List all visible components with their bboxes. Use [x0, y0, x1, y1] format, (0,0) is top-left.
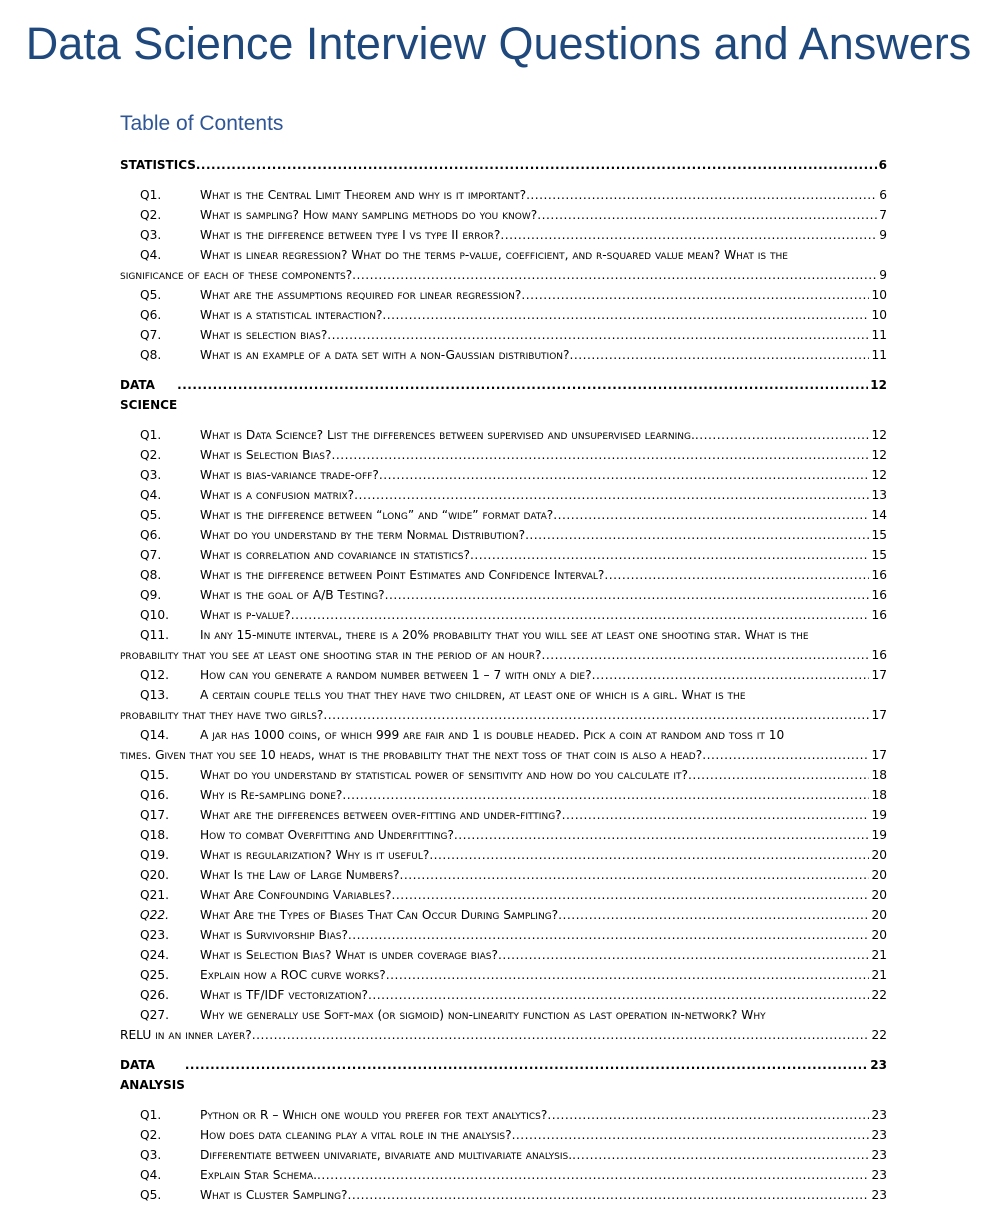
toc-entry[interactable]	[120, 525, 887, 545]
toc-page-number: 23	[871, 1108, 887, 1122]
toc-entry-title: What is Selection Bias?	[200, 448, 332, 462]
toc-page-number: 21	[871, 968, 887, 982]
toc-entry-title: How does data cleaning play a vital role in the analysis?	[200, 1128, 512, 1142]
toc-section	[120, 155, 887, 365]
dot-leader	[382, 305, 869, 325]
dot-leader	[572, 1145, 869, 1165]
toc-entry[interactable]	[120, 565, 887, 585]
toc-entry-number: Q23.	[140, 928, 169, 942]
toc-entry-number: Q14.	[140, 728, 169, 742]
toc-entry-title: What is regularization? Why is it useful?	[200, 848, 430, 862]
dot-leader	[688, 765, 870, 785]
toc-entry-title: What is Selection Bias? What is under coverage bias?	[200, 948, 498, 962]
toc-entry-title: How to combat Overfitting and Underfitting?	[200, 828, 454, 842]
toc-page-number: 11	[871, 348, 887, 362]
toc-entry-number: Q13.	[140, 688, 169, 702]
toc-entry-number: Q4.	[140, 488, 162, 502]
toc-entry[interactable]	[120, 205, 887, 225]
toc-entry-title: What is Cluster Sampling?	[200, 1188, 348, 1202]
toc-entry-number: Q7.	[140, 328, 162, 342]
toc-page-number: 10	[871, 288, 887, 302]
toc-entry-title: Differentiate between univariate, bivariate and multivariate analysis.	[200, 1148, 573, 1162]
toc-entry-number: Q3.	[140, 1148, 162, 1162]
toc-entry-title: Why is Re-sampling done?	[200, 788, 343, 802]
toc-page-number: 7	[879, 208, 887, 222]
dot-leader	[604, 565, 869, 585]
toc-page-number: 20	[871, 908, 887, 922]
toc-entry-title: Why we generally use Soft-max (or sigmoid) non-linearity function as last operation in-network? Why	[200, 1008, 766, 1022]
toc-page-number: 16	[871, 588, 887, 602]
dot-leader	[177, 375, 868, 395]
toc-entry-number: Q3.	[140, 468, 162, 482]
toc-entry-title: What is a confusion matrix?	[200, 488, 355, 502]
toc-entry-title: Explain Star Schema.	[200, 1168, 318, 1182]
toc-entry-title-continued: significance of each of these components?	[120, 268, 353, 282]
toc-entry-number: Q27.	[140, 1008, 169, 1022]
toc-page-number: 20	[871, 868, 887, 882]
document-title: Data Science Interview Questions and Answers	[25, 18, 972, 69]
dot-leader	[553, 505, 869, 525]
toc-entry-title: What is Survivorship Bias?	[200, 928, 348, 942]
dot-leader	[348, 1185, 870, 1205]
toc-entry[interactable]	[120, 1165, 887, 1185]
toc-page-number: 22	[871, 988, 887, 1002]
toc-section-label: DATA SCIENCE	[120, 378, 178, 412]
toc-entry-number: Q20.	[140, 868, 169, 882]
toc-entry[interactable]	[120, 185, 887, 205]
dot-leader	[368, 985, 869, 1005]
toc-page-number: 15	[871, 548, 887, 562]
toc-page-number: 16	[871, 648, 887, 662]
toc-entry-number: Q8.	[140, 348, 162, 362]
toc-entry[interactable]	[120, 1145, 887, 1165]
toc-entry[interactable]	[120, 1105, 887, 1125]
toc-entry[interactable]	[120, 765, 887, 785]
toc-section	[120, 375, 887, 1045]
toc-entry[interactable]	[120, 685, 887, 725]
dot-leader	[400, 865, 870, 885]
toc-entry-number: Q26.	[140, 988, 169, 1002]
toc-page-number: 17	[871, 668, 887, 682]
dot-leader	[348, 925, 870, 945]
toc-entry-number: Q6.	[140, 528, 162, 542]
dot-leader	[327, 325, 869, 345]
toc-entry[interactable]	[120, 585, 887, 605]
dot-leader	[537, 205, 877, 225]
toc-entry-title-continued: times. Given that you see 10 heads, what is the probability that the next toss of that coin is also a head?	[120, 748, 703, 762]
toc-section-link[interactable]	[120, 375, 887, 415]
toc-page-number: 12	[871, 468, 887, 482]
toc-entry-title: What is a statistical interaction?	[200, 308, 383, 322]
toc-page-number: 12	[870, 378, 887, 392]
toc-page-number: 20	[871, 888, 887, 902]
dot-leader	[317, 1165, 869, 1185]
toc-entry[interactable]	[120, 945, 887, 965]
toc-entry-title: In any 15-minute interval, there is a 20% probability that you will see at least one shooting star. What is the	[200, 628, 809, 642]
toc-entry-title: What is correlation and covariance in statistics?	[200, 548, 470, 562]
toc-entry-number: Q19.	[140, 848, 169, 862]
toc-entry[interactable]	[120, 425, 887, 445]
toc-entry-title: What is the difference between “long” and “wide” format data?	[200, 508, 554, 522]
toc-page-number: 12	[871, 428, 887, 442]
toc-entry[interactable]	[120, 505, 887, 525]
toc-entry[interactable]	[120, 445, 887, 465]
toc-entry-number: Q6.	[140, 308, 162, 322]
toc-entry-title: How can you generate a random number between 1 – 7 with only a die?	[200, 668, 592, 682]
toc-entry-title: What is the difference between Point Estimates and Confidence Interval?	[200, 568, 605, 582]
toc-entry-title: What is p-value?	[200, 608, 291, 622]
toc-entry-number: Q15.	[140, 768, 169, 782]
toc-entry-title: What is bias-variance trade-off?	[200, 468, 379, 482]
toc-entry[interactable]	[120, 925, 887, 945]
dot-leader	[392, 885, 870, 905]
toc-entry[interactable]	[120, 325, 887, 345]
toc-entry-number: Q17.	[140, 808, 169, 822]
toc-section-label: DATA ANALYSIS	[120, 1058, 185, 1092]
toc-page-number: 18	[871, 768, 887, 782]
toc-page-number: 19	[871, 808, 887, 822]
dot-leader	[185, 1055, 868, 1075]
toc-entry[interactable]	[120, 845, 887, 865]
toc-entry[interactable]	[120, 345, 887, 365]
dot-leader	[526, 185, 877, 205]
dot-leader	[569, 345, 869, 365]
dot-leader	[323, 705, 869, 725]
dot-leader	[695, 425, 870, 445]
dot-leader	[498, 945, 870, 965]
toc-entry-number: Q11.	[140, 628, 169, 642]
toc-entry-title: What is sampling? How many sampling methods do you know?	[200, 208, 538, 222]
toc-entry-title: What is the difference between type I vs type II error?	[200, 228, 501, 242]
toc-entry-number: Q5.	[140, 1188, 162, 1202]
toc-entry-number: Q8.	[140, 568, 162, 582]
toc-page-number: 6	[878, 158, 887, 172]
toc-entry-title: What is the goal of A/B Testing?	[200, 588, 385, 602]
toc-page-number: 19	[871, 828, 887, 842]
toc-entry[interactable]	[120, 725, 887, 765]
toc-entry-number: Q10.	[140, 608, 169, 622]
toc-entry-title: What Is the Law of Large Numbers?	[200, 868, 400, 882]
toc-entry[interactable]	[120, 545, 887, 565]
dot-leader	[379, 465, 870, 485]
toc-entry-number: Q25.	[140, 968, 169, 982]
toc-entry-number: Q5.	[140, 508, 162, 522]
toc-page-number: 23	[871, 1128, 887, 1142]
toc-page-number: 21	[871, 948, 887, 962]
toc-entry-number: Q9.	[140, 588, 162, 602]
toc-page-number: 10	[871, 308, 887, 322]
toc-page-number: 12	[871, 448, 887, 462]
toc-section	[120, 1055, 887, 1205]
toc-entry-number: Q18.	[140, 828, 169, 842]
toc-page-number: 9	[879, 228, 887, 242]
dot-leader	[196, 155, 877, 175]
toc-entry[interactable]	[120, 825, 887, 845]
dot-leader	[558, 905, 869, 925]
toc-entry-title: What is an example of a data set with a non-Gaussian distribution?	[200, 348, 570, 362]
dot-leader	[521, 285, 869, 305]
dot-leader	[429, 845, 869, 865]
toc-page-number: 17	[871, 708, 887, 722]
toc-page-number: 13	[871, 488, 887, 502]
toc-page-number: 6	[879, 188, 887, 202]
toc-entry-title: What is selection bias?	[200, 328, 328, 342]
toc-entry-title: Explain how a ROC curve works?	[200, 968, 386, 982]
toc-entry[interactable]	[120, 305, 887, 325]
dot-leader	[547, 1105, 869, 1125]
toc-entry-number: Q7.	[140, 548, 162, 562]
toc-entry[interactable]	[120, 605, 887, 625]
dot-leader	[500, 225, 877, 245]
toc-page-number: 16	[871, 568, 887, 582]
dot-leader	[702, 745, 869, 765]
toc-entry[interactable]	[120, 485, 887, 505]
toc-entry[interactable]	[120, 885, 887, 905]
toc-page-number: 18	[871, 788, 887, 802]
toc-section-link[interactable]	[120, 155, 887, 175]
dot-leader	[385, 585, 870, 605]
toc-entry-number: Q1.	[140, 1108, 162, 1122]
toc-entry[interactable]	[120, 785, 887, 805]
toc-entry[interactable]	[120, 805, 887, 825]
toc-entry-number: Q2.	[140, 1128, 162, 1142]
toc-entry-title: A jar has 1000 coins, of which 999 are fair and 1 is double headed. Pick a coin at random and toss it 10	[200, 728, 785, 742]
toc-section-link[interactable]	[120, 1055, 887, 1095]
toc-entry[interactable]	[120, 865, 887, 885]
toc-entry-number: Q5.	[140, 288, 162, 302]
toc-entry-title: What Are Confounding Variables?	[200, 888, 392, 902]
toc-entry-title: A certain couple tells you that they have two children, at least one of which is a girl. What is the	[200, 688, 746, 702]
toc-entry-title-continued: probability that you see at least one shooting star in the period of an hour?	[120, 648, 542, 662]
toc-entry[interactable]	[120, 465, 887, 485]
toc-entry[interactable]	[120, 905, 887, 925]
toc-entry[interactable]	[120, 965, 887, 985]
toc-entry-title: What Are the Types of Biases That Can Occur During Sampling?	[200, 908, 559, 922]
toc-entry-title: What are the differences between over-fitting and under-fitting?	[200, 808, 562, 822]
toc-entry-title: What do you understand by statistical power of sensitivity and how do you calculate it?	[200, 768, 688, 782]
toc-entry-title-continued: probability that they have two girls?	[120, 708, 324, 722]
toc-page-number: 16	[871, 608, 887, 622]
toc-entry-title: What are the assumptions required for linear regression?	[200, 288, 522, 302]
toc-page-number: 17	[871, 748, 887, 762]
toc-entry[interactable]	[120, 1005, 887, 1045]
dot-leader	[352, 265, 877, 285]
toc-section-label: STATISTICS	[120, 158, 196, 172]
dot-leader	[541, 645, 869, 665]
toc-entry[interactable]	[120, 985, 887, 1005]
toc-page-number: 23	[871, 1148, 887, 1162]
toc-page-number: 9	[879, 268, 887, 282]
dot-leader	[454, 825, 870, 845]
dot-leader	[592, 665, 870, 685]
dot-leader	[342, 785, 869, 805]
toc-entry-number: Q12.	[140, 668, 169, 682]
toc-heading: Table of Contents	[120, 112, 284, 135]
toc-entry[interactable]	[120, 665, 887, 685]
toc-entry-title: What is linear regression? What do the terms p-value, coefficient, and r-squared value mean? What is the	[200, 248, 788, 262]
table-of-contents	[120, 155, 887, 1215]
dot-leader	[354, 485, 869, 505]
toc-entry[interactable]	[120, 625, 887, 665]
dot-leader	[291, 605, 870, 625]
toc-entry[interactable]	[120, 1185, 887, 1205]
toc-entry-number: Q24.	[140, 948, 169, 962]
toc-page-number: 15	[871, 528, 887, 542]
dot-leader	[332, 445, 870, 465]
toc-entry-number: Q22.	[140, 908, 169, 922]
toc-entry-number: Q3.	[140, 228, 162, 242]
toc-entry-title: What is TF/IDF vectorization?	[200, 988, 368, 1002]
dot-leader	[525, 525, 869, 545]
toc-page-number: 20	[871, 848, 887, 862]
toc-page-number: 23	[870, 1058, 887, 1072]
dot-leader	[386, 965, 870, 985]
toc-entry-number: Q21.	[140, 888, 169, 902]
toc-page-number: 11	[871, 328, 887, 342]
toc-page-number: 22	[871, 1028, 887, 1042]
dot-leader	[252, 1025, 870, 1045]
toc-page-number: 14	[871, 508, 887, 522]
toc-entry-title: Python or R – Which one would you prefer for text analytics?	[200, 1108, 548, 1122]
toc-page-number: 20	[871, 928, 887, 942]
toc-entry[interactable]	[120, 285, 887, 305]
dot-leader	[470, 545, 870, 565]
dot-leader	[562, 805, 870, 825]
toc-entry-title: What is Data Science? List the differences between supervised and unsupervised learning.	[200, 428, 695, 442]
toc-entry[interactable]	[120, 225, 887, 245]
toc-entry-number: Q2.	[140, 208, 162, 222]
toc-entry-number: Q4.	[140, 248, 162, 262]
toc-entry-number: Q1.	[140, 428, 162, 442]
toc-entry-number: Q4.	[140, 1168, 162, 1182]
toc-entry-title: What do you understand by the term Normal Distribution?	[200, 528, 526, 542]
toc-entry[interactable]	[120, 1125, 887, 1145]
toc-entry-number: Q16.	[140, 788, 169, 802]
dot-leader	[512, 1125, 870, 1145]
toc-page-number: 23	[871, 1168, 887, 1182]
toc-page-number: 23	[871, 1188, 887, 1202]
toc-entry-title: What is the Central Limit Theorem and why is it important?	[200, 188, 527, 202]
toc-entry[interactable]	[120, 245, 887, 285]
toc-entry-number: Q1.	[140, 188, 162, 202]
toc-entry-number: Q2.	[140, 448, 162, 462]
toc-entry-title-continued: RELU in an inner layer?	[120, 1028, 252, 1042]
